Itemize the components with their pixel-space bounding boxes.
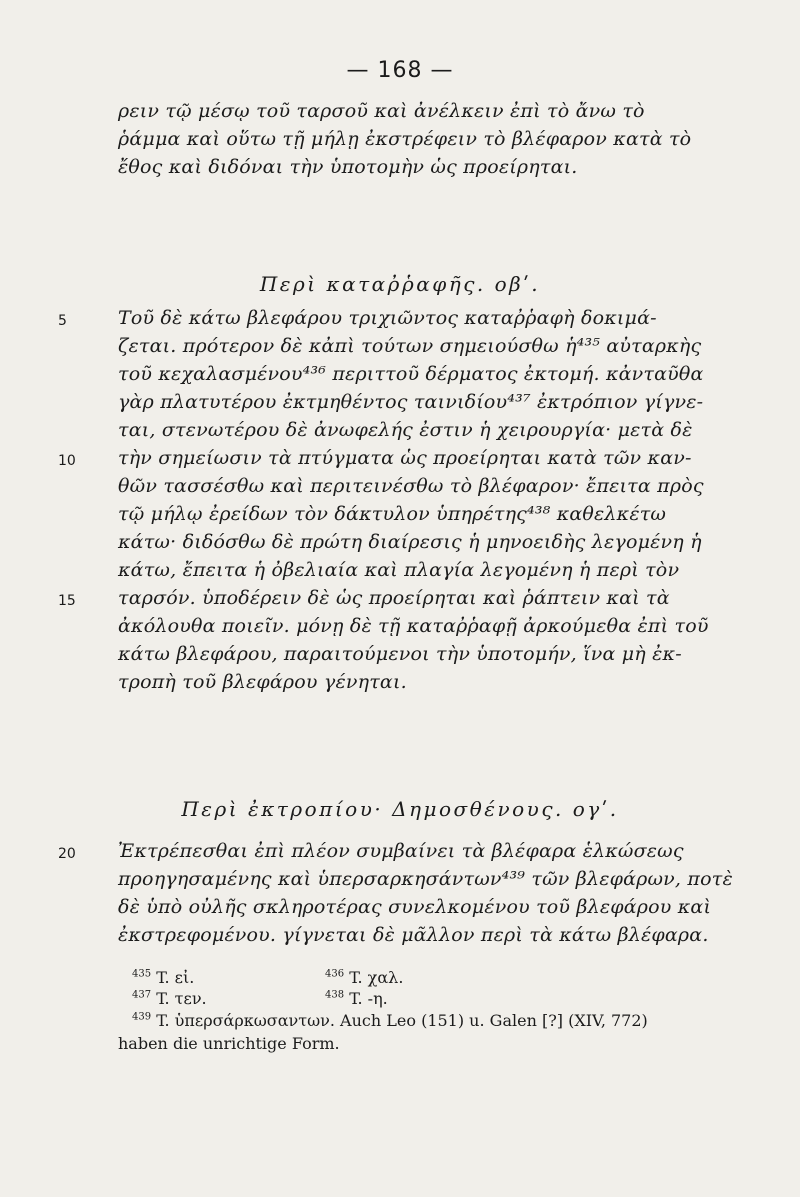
footnote-continuation: haben die unrichtige Form. — [118, 1034, 340, 1053]
section-heading: Περὶ καταῤῥαφῆς. οβʹ. — [259, 272, 541, 296]
footnote — [132, 968, 194, 987]
text-line: ζεται. πρότερον δὲ κἀπὶ τούτων σημειούσθω ἡ⁴³⁵ αὐταρκὴς — [118, 335, 702, 357]
line-number: 5 — [58, 313, 67, 329]
page-number: — 168 — — [346, 58, 454, 83]
text-line: γὰρ πλατυτέρου ἐκτμηθέντος ταινιδίου⁴³⁷ ἐκτρόπιον γίγνε- — [118, 391, 704, 413]
footnote — [325, 989, 388, 1008]
text-line: Ἐκτρέπεσθαι ἐπὶ πλέον συμβαίνει τὰ βλέφαρα ἑλκώσεως — [118, 840, 684, 862]
line-number: 10 — [58, 453, 76, 469]
line-number: 20 — [58, 846, 76, 862]
text-line: ται, στενωτέρου δὲ ἀνωφελής ἐστιν ἡ χειρουργία· μετὰ δὲ — [118, 419, 693, 441]
text-line: τροπὴ τοῦ βλεφάρου γένηται. — [118, 671, 407, 693]
text-line: κάτω, ἔπειτα ἡ ὀβελιαία καὶ πλαγία λεγομένη ἡ περὶ τὸν — [118, 559, 680, 581]
footnote-text: T. ὑπερσάρκωσαντων. Auch Leo (151) u. Galen [?] (XIV, 772) — [156, 1011, 648, 1030]
line-number: 15 — [58, 593, 76, 609]
text-line: θῶν τασσέσθω καὶ περιτεινέσθω τὸ βλέφαρον· ἔπειτα πρὸς — [118, 475, 704, 497]
footnote-number: 437 — [132, 989, 152, 1001]
footnote-number: 438 — [325, 989, 345, 1001]
text-line: ἀκόλουθα ποιεῖν. μόνῃ δὲ τῇ καταῤῥαφῇ ἀρκούμεθα ἐπὶ τοῦ — [118, 615, 709, 637]
text-line: κάτω· διδόσθω δὲ πρώτη διαίρεσις ἡ μηνοειδὴς λεγομένη ἡ — [118, 531, 702, 553]
footnote — [132, 1011, 648, 1030]
footnote-text: T. -η. — [349, 989, 388, 1008]
footnote-number: 439 — [132, 1011, 152, 1023]
section-heading: Περὶ ἐκτροπίου· Δημοσθένους. ογʹ. — [181, 797, 619, 821]
text-line: δὲ ὑπὸ οὐλῆς σκληροτέρας συνελκομένου τοῦ βλεφάρου καὶ — [118, 896, 712, 918]
text-line: τοῦ κεχαλασμένου⁴³⁶ περιττοῦ δέρματος ἐκτομή. κἀνταῦθα — [118, 363, 704, 385]
text-line: τῷ μήλῳ ἐρείδων τὸν δάκτυλον ὑπηρέτης⁴³⁸ καθελκέτω — [118, 503, 667, 525]
footnote-text: T. εἰ. — [156, 968, 195, 987]
text-line: κάτω βλεφάρου, παραιτούμενοι τὴν ὑποτομήν, ἵνα μὴ ἐκ- — [118, 643, 682, 665]
footnote-text: T. χαλ. — [349, 968, 404, 987]
footnote — [325, 968, 403, 987]
footnote — [132, 989, 207, 1008]
text-line: Τοῦ δὲ κάτω βλεφάρου τριχιῶντος καταῤῥαφὴ δοκιμά- — [118, 307, 657, 329]
footnote-number: 435 — [132, 968, 152, 980]
text-line: ρειν τῷ μέσῳ τοῦ ταρσοῦ καὶ ἀνέλκειν ἐπὶ τὸ ἄνω τὸ — [118, 100, 645, 122]
text-line: ταρσόν. ὑποδέρειν δὲ ὡς προείρηται καὶ ῥάπτειν καὶ τὰ — [118, 587, 670, 609]
text-line: ῥάμμα καὶ οὕτω τῇ μήλῃ ἐκστρέφειν τὸ βλέφαρον κατὰ τὸ — [118, 128, 692, 150]
footnote-text: T. τεν. — [156, 989, 207, 1008]
footnote-number: 436 — [325, 968, 345, 980]
text-line: τὴν σημείωσιν τὰ πτύγματα ὡς προείρηται κατὰ τῶν καν- — [118, 447, 692, 469]
text-line: προηγησαμένης καὶ ὑπερσαρκησάντων⁴³⁹ τῶν βλεφάρων, ποτὲ — [118, 868, 733, 890]
text-line: ἐκστρεφομένου. γίγνεται δὲ μᾶλλον περὶ τὰ κάτω βλέφαρα. — [118, 924, 709, 946]
text-line: ἔθος καὶ διδόναι τὴν ὑποτομὴν ὡς προείρηται. — [118, 156, 578, 178]
